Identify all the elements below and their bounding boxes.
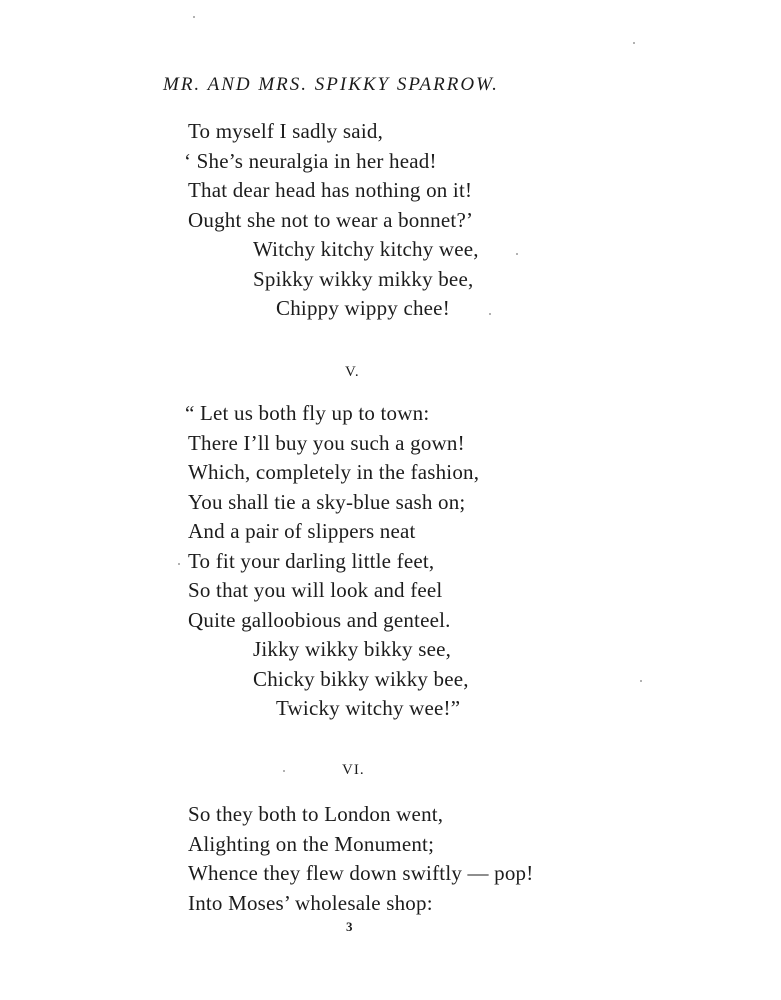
poem-line: So that you will look and feel	[188, 578, 443, 602]
poem-line: ‘ She’s neuralgia in her head!	[184, 148, 437, 173]
scan-speck	[489, 313, 491, 315]
stanza-numeral-v: V.	[345, 364, 360, 380]
poem-line: Into Moses’ wholesale shop:	[188, 890, 433, 915]
poem-line: Whence they flew down swiftly — pop!	[188, 861, 534, 885]
poem-refrain-line: Chicky bikky wikky bee,	[253, 666, 469, 691]
stanza-4-continued	[184, 117, 479, 324]
running-head: MR. AND MRS. SPIKKY SPARROW.	[163, 74, 499, 95]
poem-line: Which, completely in the fashion,	[188, 460, 480, 484]
stanza-6	[188, 800, 533, 918]
poem-line: Quite galloobious and genteel.	[188, 607, 451, 632]
poem-line: To myself I sadly said,	[188, 119, 384, 143]
poem-line: Alighting on the Monument;	[188, 831, 435, 856]
poem-refrain-line: Spikky wikky mikky bee,	[253, 266, 474, 291]
poem-refrain-line: Chippy wippy chee!	[276, 296, 450, 320]
poem-line: Ought she not to wear a bonnet?’	[188, 207, 474, 232]
poem-refrain-line: Twicky witchy wee!”	[276, 696, 461, 720]
poem-line: And a pair of slippers neat	[188, 519, 416, 543]
stanza-5	[185, 399, 480, 724]
poem-line: So they both to London went,	[188, 802, 444, 826]
page-number: 3	[346, 919, 353, 934]
poem-line: To fit your darling little feet,	[188, 548, 435, 573]
stanza-numeral-vi: VI.	[342, 762, 365, 778]
poem-refrain-line: Jikky wikky bikky see,	[253, 637, 452, 661]
scan-speck	[516, 253, 518, 255]
scan-speck	[633, 42, 635, 44]
poem-refrain-line: Witchy kitchy kitchy wee,	[253, 237, 479, 261]
poem-line: “ Let us both fly up to town:	[185, 401, 430, 425]
poem-line: You shall tie a sky-blue sash on;	[188, 489, 466, 514]
scan-speck	[283, 770, 285, 772]
scan-speck	[640, 680, 642, 682]
poem-line: That dear head has nothing on it!	[188, 178, 473, 202]
scan-speck	[193, 16, 195, 18]
scan-speck	[178, 563, 180, 565]
poem-line: There I’ll buy you such a gown!	[188, 430, 465, 455]
